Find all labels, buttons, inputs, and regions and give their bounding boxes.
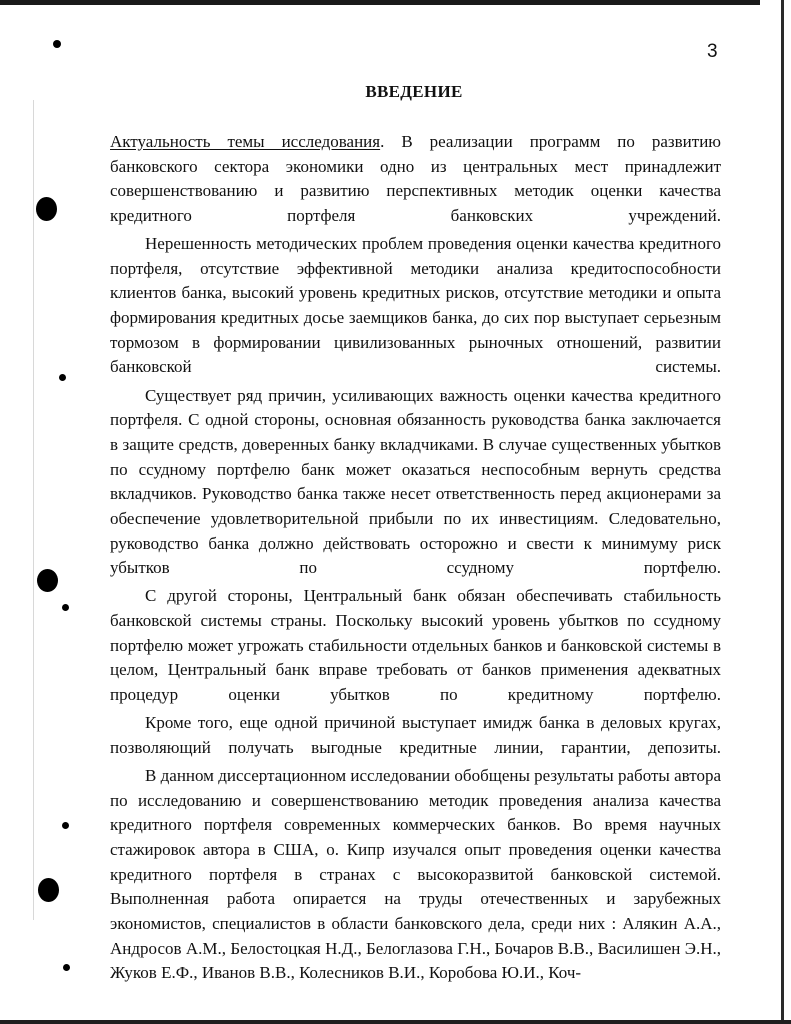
binding-hole-mark xyxy=(63,964,70,971)
binding-hole-mark xyxy=(38,878,59,902)
topic-relevance-label: Актуальность темы исследования xyxy=(110,132,381,151)
body-text xyxy=(110,130,721,986)
intro-paragraph xyxy=(110,130,721,229)
scan-top-edge xyxy=(0,0,760,5)
binding-hole-mark xyxy=(37,569,58,592)
scan-bottom-edge xyxy=(0,1020,791,1024)
page-number: 3 xyxy=(707,41,718,62)
paragraph: С другой стороны, Центральный банк обязан обеспечивать стабильность банковской системы страны. Поскольку высокий уровень убытков по ссудному портфелю может угрожать стабильности отдельных банков и банковской системы в целом, Центральный банк вправе требовать от банков применения адекватных процедур оценки убытков по кредитному портфелю. xyxy=(110,586,721,704)
binding-hole-mark xyxy=(53,40,61,48)
binding-hole-mark xyxy=(62,604,69,611)
paragraph: В данном диссертационном исследовании обобщены результаты работы автора по исследованию и совершенствованию методик проведения анализа качества кредитного портфеля современных коммерческих банков. Во время научных стажировок автора в США, о. Кипр изучался опыт проведения оценки качества кредитного портфеля в странах с высокоразвитой банковской системой. Выполненная работа опирается на труды отечественных и зарубежных экономистов, специалистов в области банковского дела, среди них : Алякин А.А., Андросов А.М., Белостоцкая Н.Д., Белоглазова Г.Н., Бочаров В.В., Василишен Э.Н., Жуков Е.Ф., Иванов В.В., Колесников В.И., Коробова Ю.И., Коч- xyxy=(110,765,721,983)
binding-hole-mark xyxy=(62,822,69,829)
intro-paragraph-text: . В реализации программ по развитию банковского сектора экономики одно из центральных мест принадлежит совершенствованию и развитию перспективных методик оценки качества кредитного портфеля банковских учреждений. xyxy=(110,132,721,225)
paragraph: Кроме того, еще одной причиной выступает имидж банка в деловых кругах, позволяющий получать выгодные кредитные линии, гарантии, депозиты. xyxy=(110,713,721,757)
binding-hole-mark xyxy=(59,374,66,381)
scan-left-edge xyxy=(33,100,34,920)
binding-hole-mark xyxy=(36,197,57,221)
paragraph: Существует ряд причин, усиливающих важность оценки качества кредитного портфеля. С одной стороны, основная обязанность руководства банка заключается в защите средств, доверенных банку вкладчиками. В случае существенных убытков по ссудному портфелю банк может оказаться неспособным вернуть средства вкладчиков. Руководство банка также несет ответственность перед акционерами за обеспечение удовлетворительной прибыли по их инвестициям. Следовательно, руководство банка должно действовать осторожно и свести к минимуму риск убытков по ссудному портфелю. xyxy=(110,385,721,578)
paragraph: Нерешенность методических проблем проведения оценки качества кредитного портфеля, отсутствие эффективной методики анализа кредитоспособности клиентов банка, высокий уровень кредитных рисков, отсутствие методики и опыта формирования кредитных досье заемщиков банка, до сих пор выступает серьезным тормозом в формировании цивилизованных рыночных отношений, развитии банковской системы. xyxy=(110,234,721,377)
page-heading: ВВЕДЕНИЕ xyxy=(365,82,463,101)
scan-right-edge xyxy=(781,0,784,1024)
